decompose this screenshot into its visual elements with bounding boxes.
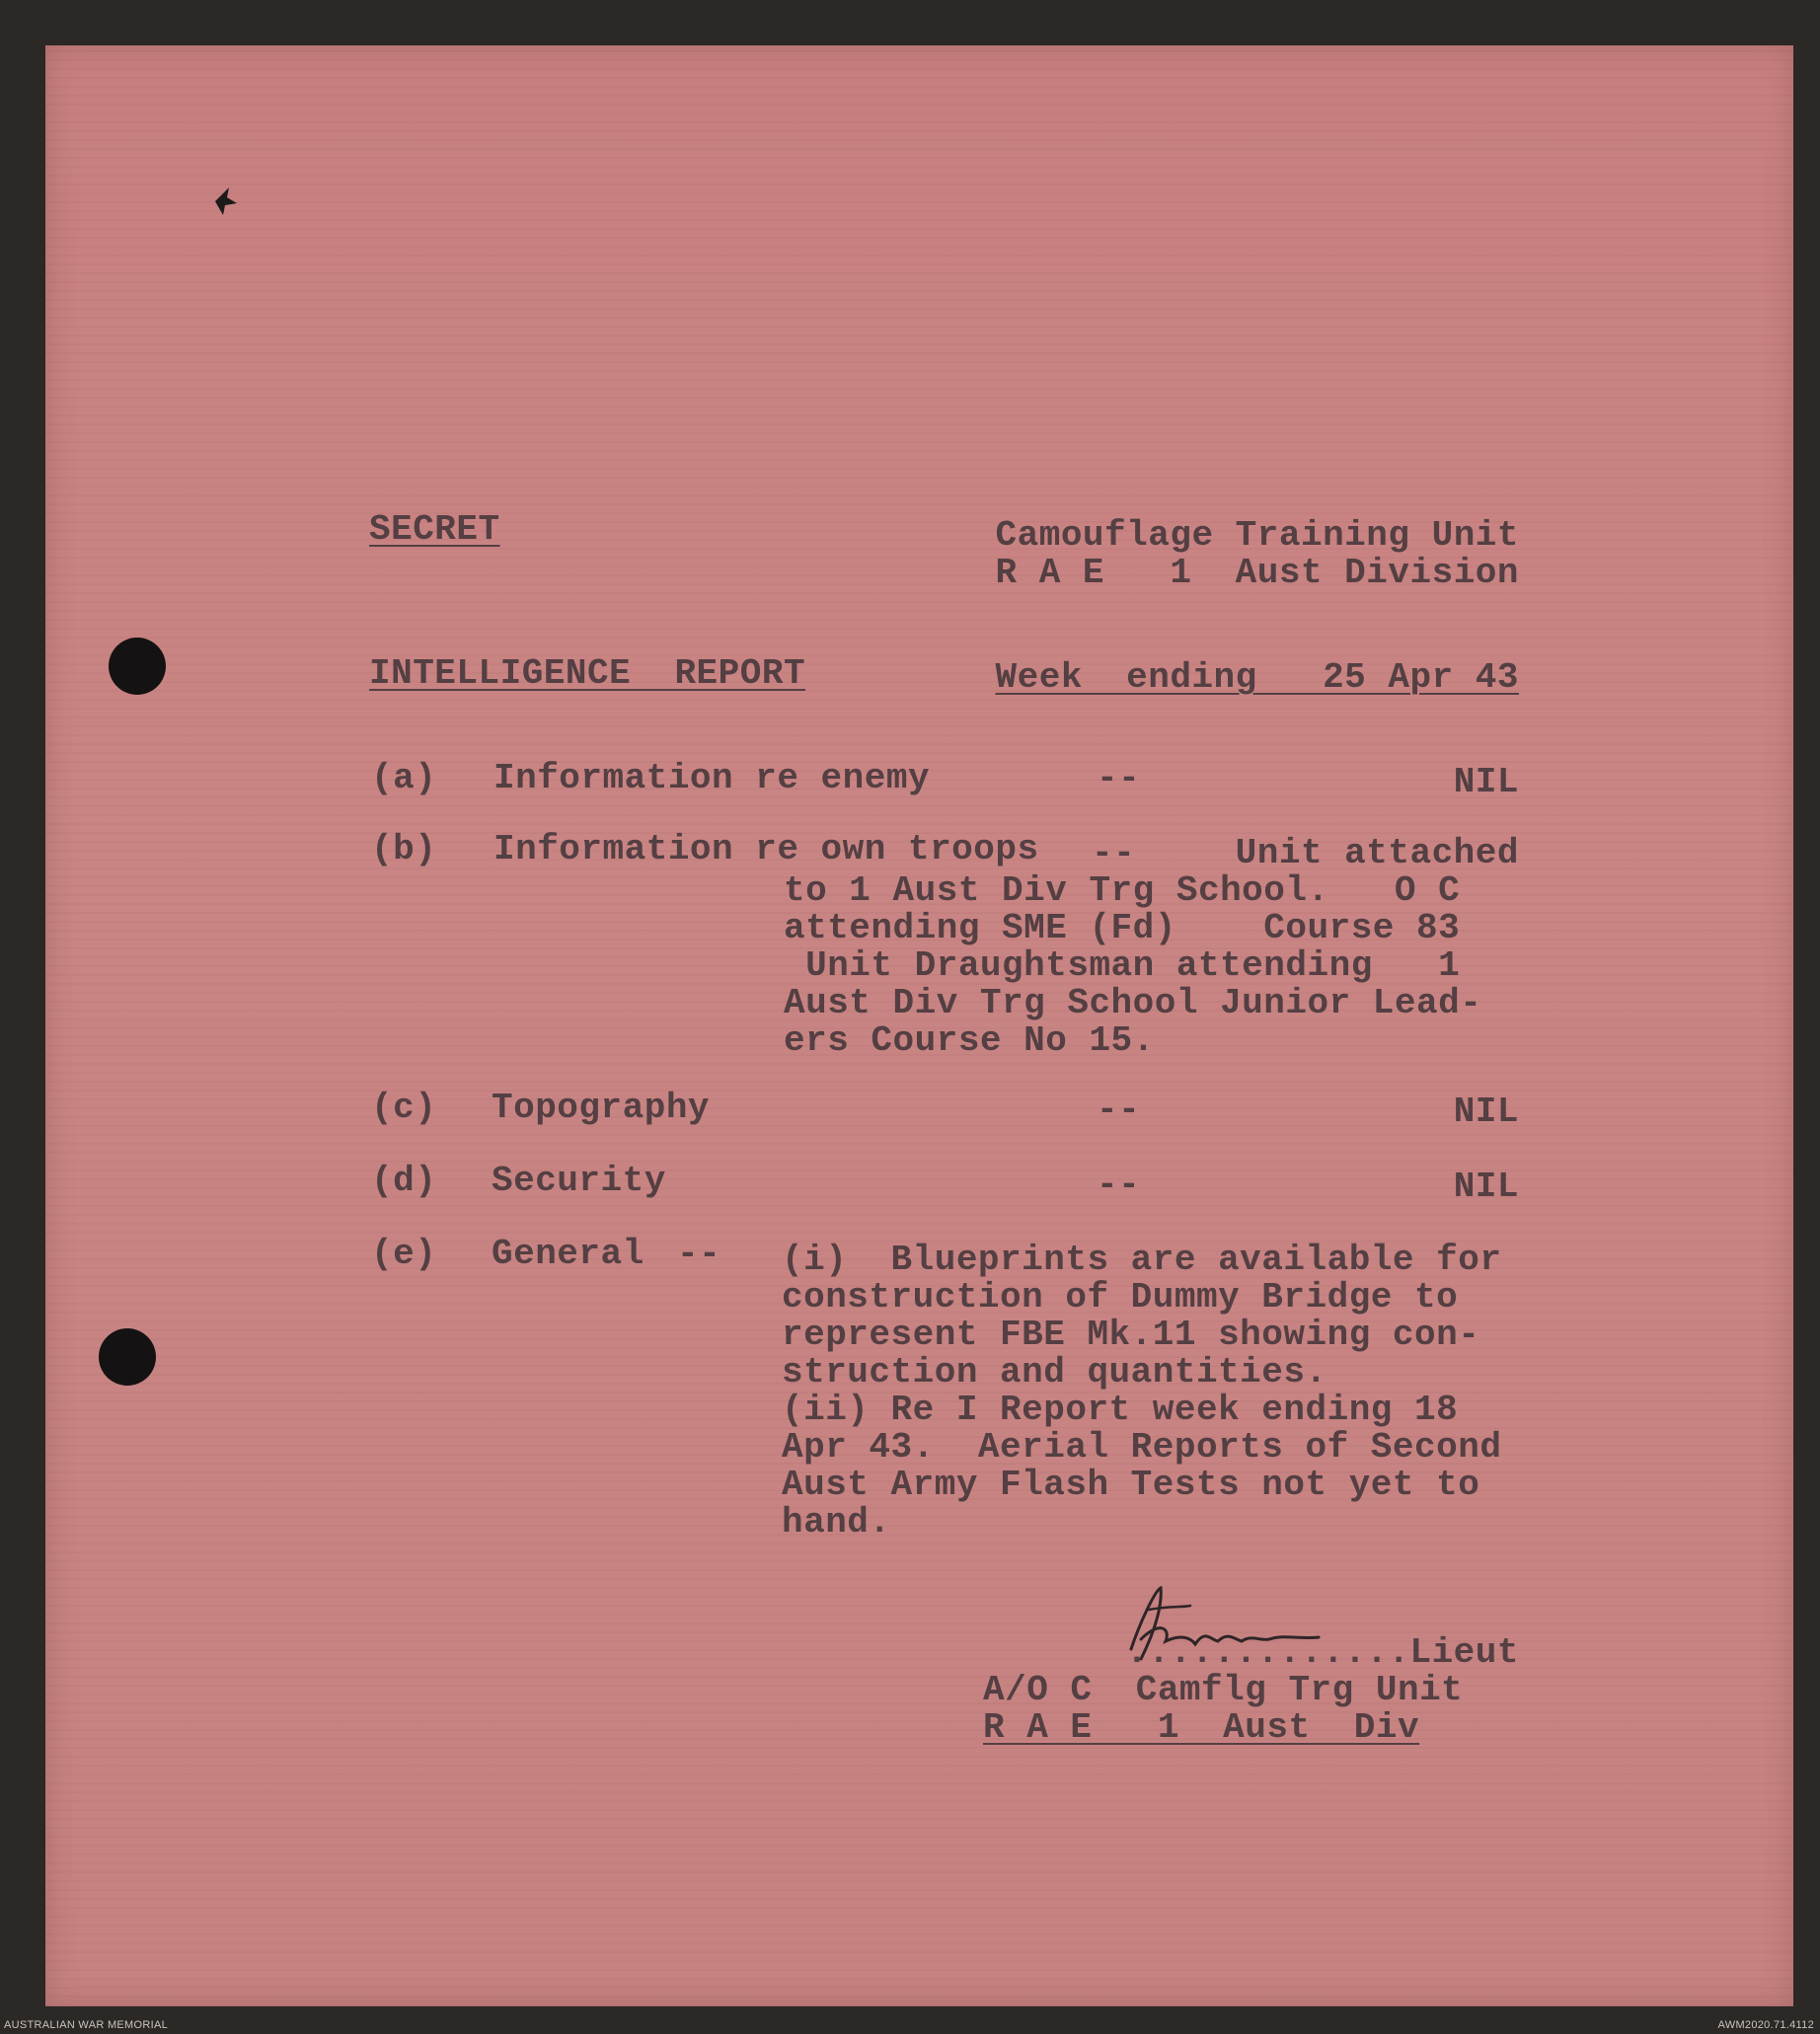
item-a-value: NIL (1453, 762, 1519, 802)
item-c-heading: Topography (492, 1088, 711, 1128)
footer-left: AUSTRALIAN WAR MEMORIAL (4, 2019, 169, 2031)
item-b-line: Aust Div Trg School Junior Lead- (784, 983, 1482, 1023)
report-title: INTELLIGENCE REPORT (369, 653, 806, 694)
item-e-line: (ii) Re I Report week ending 18 (782, 1390, 1459, 1430)
item-e-line: Apr 43. Aerial Reports of Second (782, 1427, 1502, 1468)
item-e-dash: -- (677, 1234, 721, 1274)
item-b-dash: -- (1092, 833, 1136, 873)
item-d-label: (d) (371, 1161, 437, 1201)
item-e-line: hand. (782, 1502, 891, 1543)
signature-title-2: R A E 1 Aust Div (983, 1707, 1420, 1748)
unit-name-line-1: Camouflage Training Unit (995, 515, 1519, 556)
week-ending: Week ending 25 Apr 43 (995, 657, 1519, 698)
item-b-line: Unit Draughtsman attending 1 (784, 945, 1461, 986)
item-d-heading: Security (492, 1161, 666, 1201)
document-page (45, 45, 1793, 2006)
ink-mark (211, 184, 241, 219)
item-b-label: (b) (371, 829, 437, 869)
item-e-heading: General (492, 1234, 645, 1274)
item-d-value: NIL (1453, 1167, 1519, 1207)
punch-hole-bottom (99, 1328, 156, 1386)
item-b-line: to 1 Aust Div Trg School. O C (784, 870, 1461, 911)
item-e-line: struction and quantities. (782, 1352, 1327, 1393)
item-c-dash: -- (1097, 1090, 1141, 1130)
signature-title-1: A/O C Camflg Trg Unit (983, 1670, 1464, 1710)
item-a-heading: Information re enemy (493, 758, 931, 798)
item-b-line: ers Course No 15. (784, 1020, 1155, 1061)
item-a-label: (a) (371, 758, 437, 798)
item-c-label: (c) (371, 1088, 437, 1128)
footer-right: AWM2020.71.4112 (1717, 2019, 1814, 2031)
item-e-line: (i) Blueprints are available for (782, 1240, 1502, 1280)
punch-hole-top (109, 638, 166, 695)
signature-line: .............Lieut (1126, 1632, 1519, 1673)
item-c-value: NIL (1453, 1092, 1519, 1132)
item-b-heading: Information re own troops (493, 829, 1039, 869)
item-b-line: Unit attached (1235, 833, 1519, 873)
item-b-line: attending SME (Fd) Course 83 (784, 908, 1461, 948)
item-e-line: Aust Army Flash Tests not yet to (782, 1465, 1480, 1505)
item-d-dash: -- (1097, 1165, 1141, 1205)
item-e-line: construction of Dummy Bridge to (782, 1277, 1459, 1318)
classification-label: SECRET (369, 509, 500, 550)
item-a-dash: -- (1097, 758, 1141, 798)
unit-name-line-2: R A E 1 Aust Division (995, 553, 1519, 593)
item-e-line: represent FBE Mk.11 showing con- (782, 1315, 1480, 1355)
item-e-label: (e) (371, 1234, 437, 1274)
